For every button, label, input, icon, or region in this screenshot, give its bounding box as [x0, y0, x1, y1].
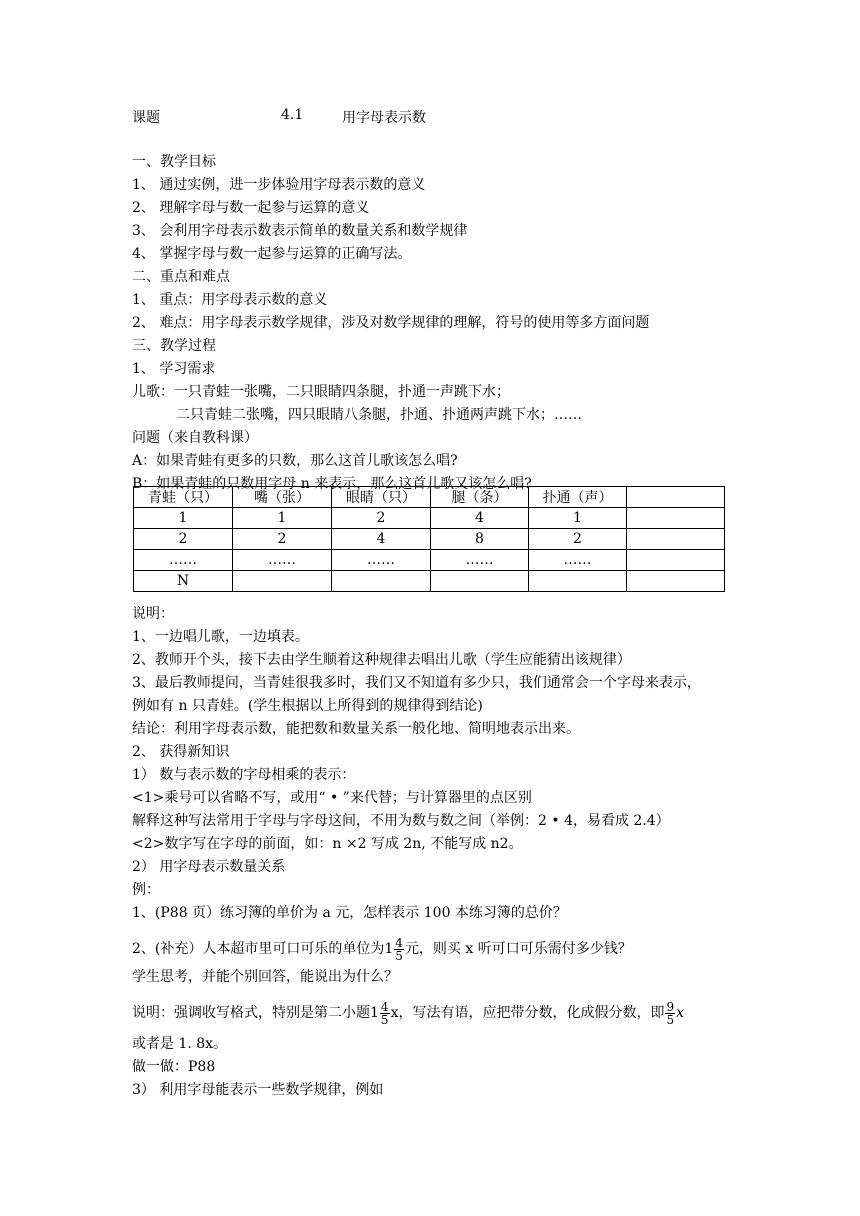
table-header-cell: 青蛙（只）	[134, 487, 233, 508]
improper-fraction	[665, 1001, 675, 1026]
table-cell: 2	[529, 529, 627, 550]
example-heading: 例：	[132, 882, 160, 898]
fraction-numerator: 9	[666, 999, 675, 1014]
goal-item-1: 1、 通过实例，进一步体验用字母表示数的意义	[132, 177, 426, 193]
song-line-2: 二只青蛙二张嘴，四只眼睛八条腿，扑通、扑通两声跳下水；……	[176, 407, 582, 423]
table-cell	[627, 571, 725, 592]
lesson-topic: 用字母表示数	[342, 110, 426, 126]
subsection-1: 1） 数与表示数的字母相乘的表示：	[132, 767, 356, 783]
table-cell: 4	[332, 529, 431, 550]
table-cell	[627, 529, 725, 550]
song-line-1: 儿歌：一只青蛙一张嘴，二只眼睛四条腿，扑通一声跳下水；	[132, 384, 510, 400]
table-cell	[233, 571, 332, 592]
note-heading: 说明：	[132, 606, 174, 622]
table-header-cell: 嘴（张）	[233, 487, 332, 508]
table-cell: ……	[233, 550, 332, 571]
fraction	[380, 1001, 390, 1026]
table-row	[134, 529, 725, 550]
variable-x: x	[676, 1005, 685, 1021]
alternative-form: 或者是 1. 8x。	[132, 1036, 228, 1052]
note-item-3: 3、最后教师提问，当青娃很我多时，我们又不知道有多少只，我们通常会一个字母来表示，	[132, 675, 701, 691]
lesson-label: 课题	[132, 110, 160, 126]
section-heading-goals: 一、教学目标	[132, 154, 216, 170]
process-step-1: 1、 学习需求	[132, 361, 216, 377]
practice: 做一做：P88	[132, 1059, 216, 1075]
section-heading-process: 三、教学过程	[132, 338, 216, 354]
table-cell: 1	[134, 508, 233, 529]
table-cell: N	[134, 571, 233, 592]
table-cell: 2	[332, 508, 431, 529]
table-cell	[627, 508, 725, 529]
table-cell: ……	[332, 550, 431, 571]
goal-item-4: 4、 掌握字母与数一起参与运算的正确写法。	[132, 246, 412, 262]
table-cell: 1	[233, 508, 332, 529]
table-cell: 1	[529, 508, 627, 529]
table-cell	[431, 571, 529, 592]
table-header-cell: 眼睛（只）	[332, 487, 431, 508]
table-row	[134, 550, 725, 571]
example-2-text-end: 元，则买 x 听可口可乐需付多少钱？	[404, 941, 632, 957]
mixed-number-whole: 1	[370, 1005, 379, 1021]
table-cell: 8	[431, 529, 529, 550]
mixed-number-whole: 1	[384, 941, 394, 957]
format-note-text-mid: x，写法有语，应把带分数，化成假分数，即	[390, 1005, 665, 1021]
section-heading-focus: 二、重点和难点	[132, 269, 230, 285]
frog-table	[133, 486, 725, 592]
table-cell: 4	[431, 508, 529, 529]
format-note	[132, 998, 684, 1028]
format-note-text: 说明：强调收写格式，特别是第二小题	[132, 1005, 370, 1021]
focus-item-2: 2、 难点：用字母表示数学规律，涉及对数学规律的理解，符号的使用等多方面问题	[132, 315, 650, 331]
table-cell: ……	[134, 550, 233, 571]
table-header-cell: 扑通（声）	[529, 487, 627, 508]
rule-2: <2>数字写在字母的前面，如：n ×2 写成 2n, 不能写成 n2。	[132, 836, 523, 852]
table-header-cell	[627, 487, 725, 508]
table-cell	[529, 571, 627, 592]
process-step-2: 2、 获得新知识	[132, 744, 230, 760]
subsection-3: 3） 利用字母能表示一些数学规律，例如	[132, 1082, 384, 1098]
goal-item-3: 3、 会利用字母表示数表示简单的数量关系和数学规律	[132, 223, 468, 239]
conclusion: 结论：利用字母表示数，能把数和数量关系一般化地、简明地表示出来。	[132, 721, 580, 737]
rule-1: <1>乘号可以省略不写，或用“ • ”来代替；与计算器里的点区别	[132, 790, 532, 806]
table-cell: ……	[529, 550, 627, 571]
example-2-text: 2、(补充）人本超市里可口可乐的单位为	[132, 941, 385, 957]
table-row	[134, 508, 725, 529]
example-1: 1、(P88 页）练习簿的单价为 a 元，怎样表示 100 本练习簿的总价？	[132, 905, 567, 921]
fraction	[394, 937, 404, 962]
fraction-denominator: 5	[395, 948, 403, 963]
note-item-2: 2、教师开个头，接下去由学生顺着这种规律去唱出儿歌（学生应能猜出该规律）	[132, 652, 631, 668]
goal-item-2: 2、 理解字母与数一起参与运算的意义	[132, 200, 370, 216]
example-2	[132, 934, 632, 964]
table-cell	[627, 550, 725, 571]
question-b: B：如果青蛙的只数用字母 n 来表示，那么这首儿歌又该怎么唱?	[132, 476, 532, 492]
note-item-1: 1、一边唱儿歌，一边填表。	[132, 629, 309, 645]
note-item-3-cont: 例如有 n 只青娃。(学生根据以上所得到的规律得到结论)	[132, 698, 483, 714]
student-thinking: 学生思考，并能个别回答，能说出为什么？	[132, 969, 398, 985]
table-cell	[332, 571, 431, 592]
fraction-numerator: 4	[395, 935, 403, 950]
fraction-denominator: 5	[380, 1012, 389, 1027]
table-cell: ……	[431, 550, 529, 571]
question-a: A：如果青蛙有更多的只数，那么这首儿歌该怎么唱?	[132, 453, 458, 469]
table-header-cell: 腿（条）	[431, 487, 529, 508]
focus-item-1: 1、 重点：用字母表示数的意义	[132, 292, 328, 308]
table-cell: 2	[134, 529, 233, 550]
table-row	[134, 571, 725, 592]
rule-1-explain: 解释这种写法常用于字母与字母这间，不用为数与数之间（举例：2 • 4，易看成 2.4）	[132, 813, 670, 829]
lesson-number: 4.1	[281, 107, 304, 123]
fraction-denominator: 5	[666, 1012, 675, 1027]
subsection-2: 2） 用字母表示数量关系	[132, 859, 286, 875]
fraction-numerator: 4	[380, 999, 389, 1014]
table-header-row	[134, 487, 725, 508]
question-heading: 问题（来自教科课）	[132, 430, 258, 446]
table-cell: 2	[233, 529, 332, 550]
